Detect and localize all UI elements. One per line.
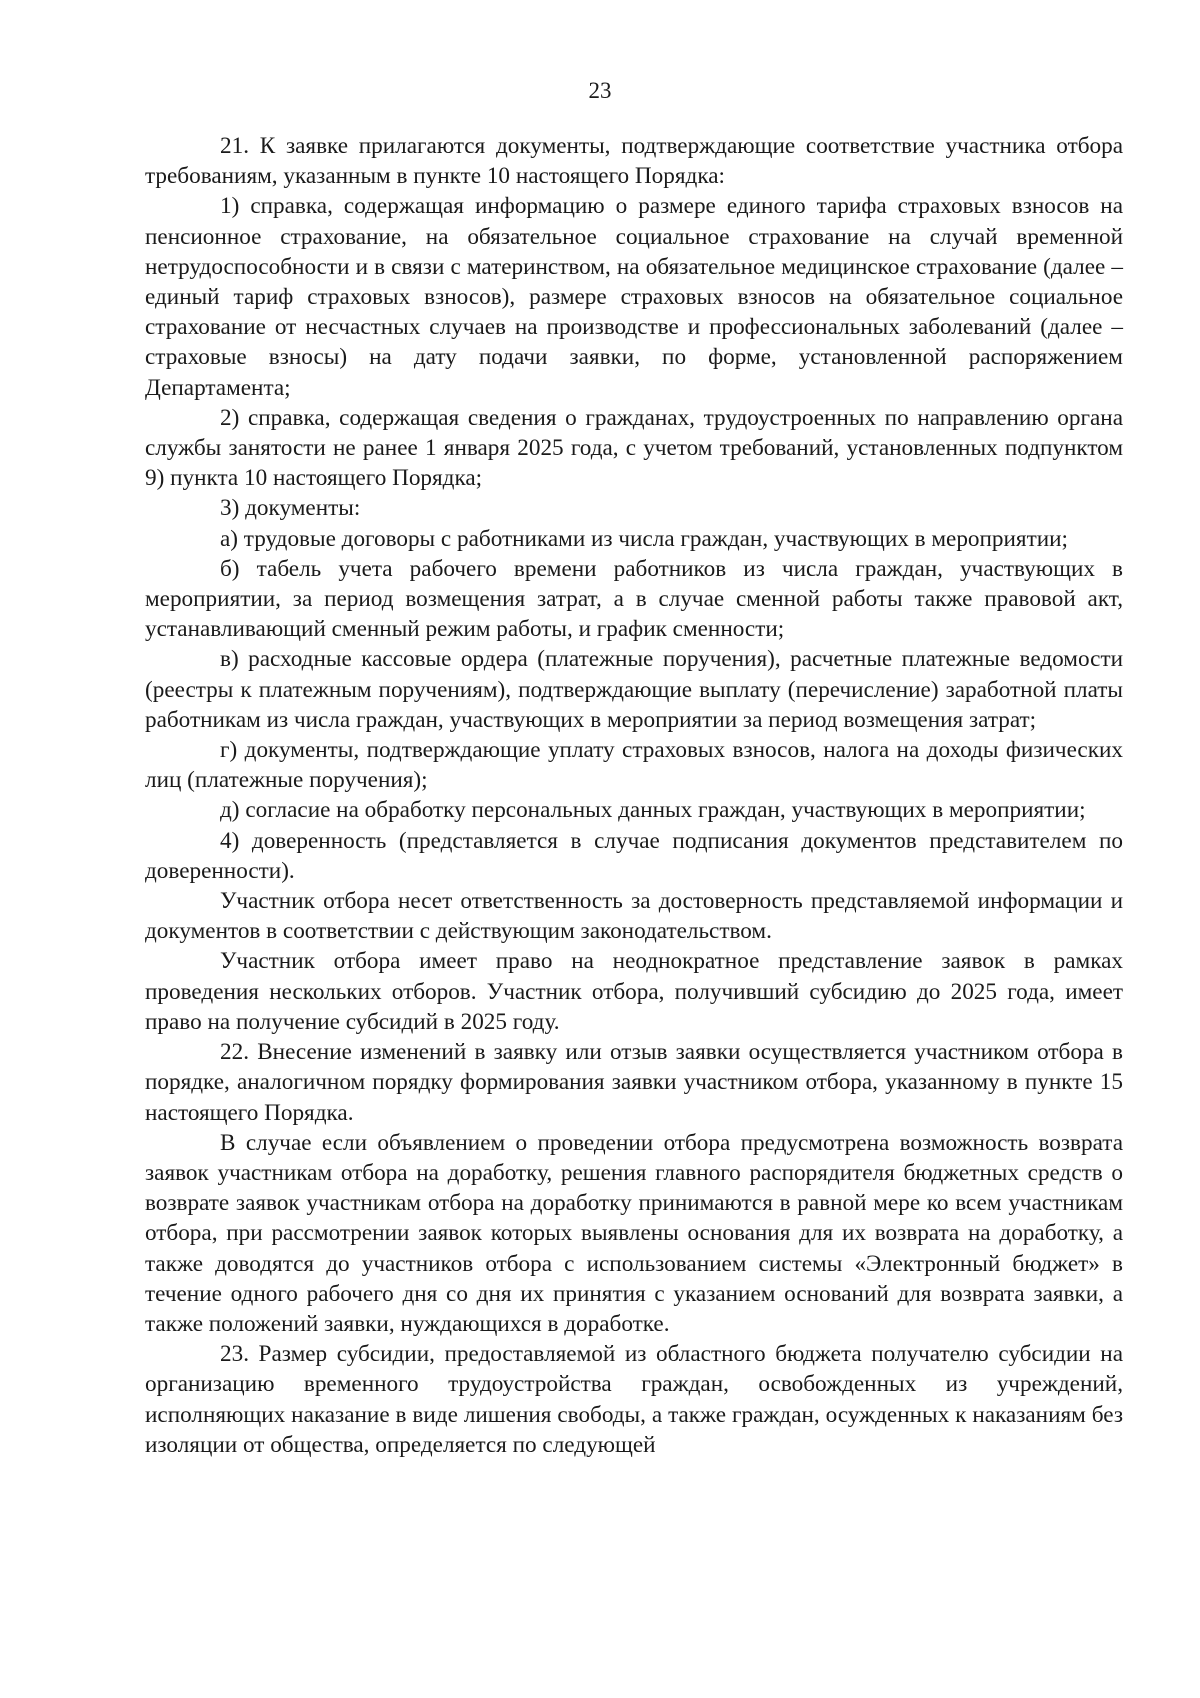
paragraph-22: 22. Внесение изменений в заявку или отзыв заявки осуществляется участником отбора в порядке, аналогичном порядку формирования заявки участником отбора, указанному в пункте 15 настоящего Порядка. (145, 1039, 1123, 1126)
paragraph-responsibility: Участник отбора несет ответственность за достоверность представляемой информации и документов в соответствии с действующим законодательством. (145, 888, 1123, 945)
paragraph-23: 23. Размер субсидии, предоставляемой из областного бюджета получателю субсидии на организацию временного трудоустройства граждан, освобожденных из учреждений, исполняющих наказание в виде лишения свободы, а также граждан, осужденных к наказаниям без изоляции от общества, определяется по следующей (145, 1341, 1123, 1458)
paragraph-item-3: 3) документы: (220, 495, 361, 522)
paragraph-21-intro: 21. К заявке прилагаются документы, подтверждающие соответствие участника отбора требованиям, указанным в пункте 10 настоящего Порядка: (145, 133, 1123, 190)
page-number: 23 (588, 78, 612, 103)
paragraph-return-for-revision: В случае если объявлением о проведении отбора предусмотрена возможность возврата заявок участникам отбора на доработку, решения главного распорядителя бюджетных средств о возврате заявок участникам отбора на доработку принимаются в равной мере ко всем участникам отбора, при рассмотрении заявок которых выявлены основания для их возврата на доработку, а также доводятся до участников отбора с использованием системы «Электронный бюджет» в течение одного рабочего дня со дня их принятия с указанием оснований для возврата заявки, а также положений заявки, нуждающихся в доработке. (145, 1129, 1123, 1337)
paragraph-item-3a: а) трудовые договоры с работниками из числа граждан, участвующих в мероприятии; (220, 525, 1068, 552)
paragraph-item-3v: в) расходные кассовые ордера (платежные поручения), расчетные платежные ведомости (реестры к платежным поручениям), подтверждающие выплату (перечисление) заработной платы работникам из числа граждан, участвующих в мероприятии за период возмещения затрат; (145, 646, 1123, 733)
paragraph-item-3d: д) согласие на обработку персональных данных граждан, участвующих в мероприятии; (220, 797, 1086, 824)
paragraph-item-4: 4) доверенность (представляется в случае подписания документов представителем по доверенности). (145, 827, 1123, 884)
paragraph-repeat-submission: Участник отбора имеет право на неоднократное представление заявок в рамках проведения нескольких отборов. Участник отбора, получивший субсидию до 2025 года, имеет право на получение субсидий в 2025 году. (145, 948, 1123, 1035)
paragraph-item-3g: г) документы, подтверждающие уплату страховых взносов, налога на доходы физических лиц (платежные поручения); (145, 737, 1123, 794)
document-body (145, 131, 1123, 1460)
paragraph-item-3b: б) табель учета рабочего времени работников из числа граждан, участвующих в мероприятии, за период возмещения затрат, а в случае сменной работы также правовой акт, устанавливающий сменный режим работы, и график сменности; (145, 555, 1123, 643)
paragraph-item-2: 2) справка, содержащая сведения о гражданах, трудоустроенных по направлению органа службы занятости не ранее 1 января 2025 года, с учетом требований, установленных подпунктом 9) пункта 10 настоящего Порядка; (145, 404, 1123, 492)
paragraph-item-1: 1) справка, содержащая информацию о размере единого тарифа страховых взносов на пенсионное страхование, на обязательное социальное страхование на случай временной нетрудоспособности и в связи с материнством, на обязательное медицинское страхование (далее – единый тариф страховых взносов), размере страховых взносов на обязательное социальное страхование от несчастных случаев на производстве и профессиональных заболеваний (далее – страховые взносы) на дату подачи заявки, по форме, установленной распоряжением Департамента; (145, 193, 1123, 401)
